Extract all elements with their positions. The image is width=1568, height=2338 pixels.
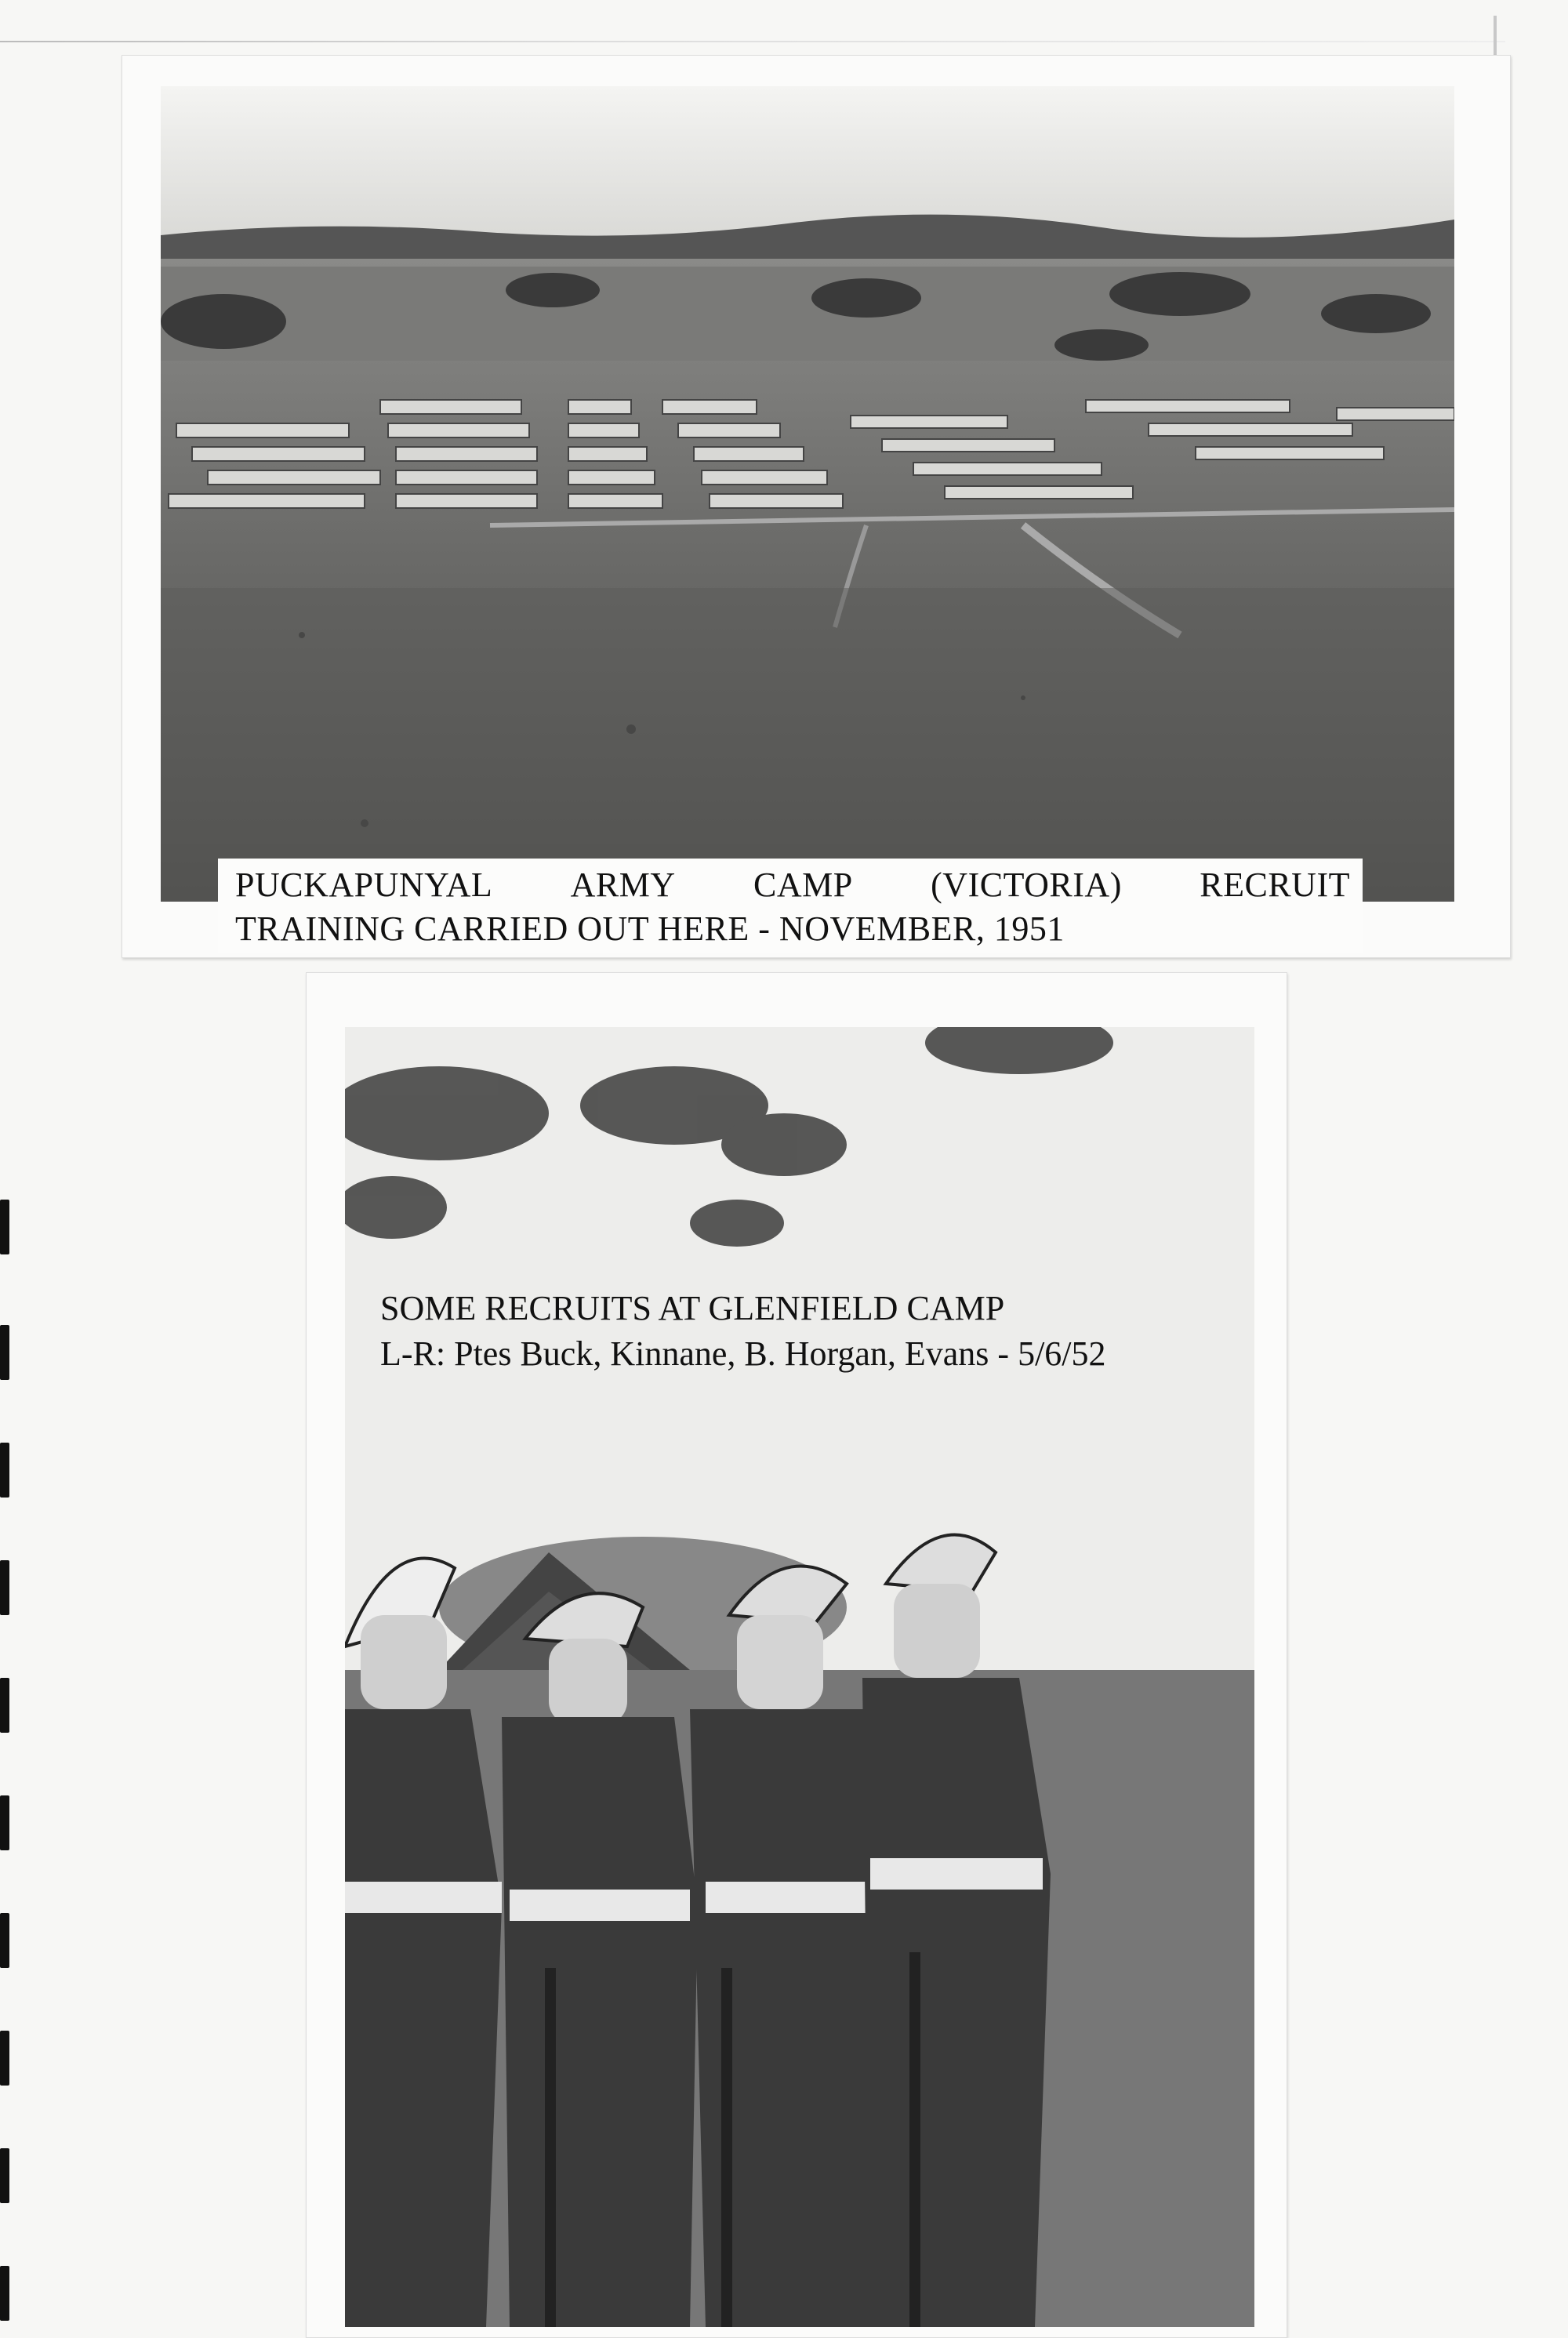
caption-line-2: TRAINING CARRIED OUT HERE - NOVEMBER, 1951 (235, 909, 1065, 948)
caption-line-1: SOME RECRUITS AT GLENFIELD CAMP (380, 1289, 1005, 1327)
camp-photo-caption (218, 859, 1363, 953)
recruits-photo (345, 1027, 1254, 2327)
binding-holes (0, 1176, 11, 2321)
camp-aerial-photo (161, 86, 1454, 902)
caption-line-2: L-R: Ptes Buck, Kinnane, B. Horgan, Evans - 5/6/52 (380, 1334, 1106, 1373)
page-edge (0, 41, 1505, 42)
recruits-photo-caption (380, 1286, 1243, 1388)
caption-line-1: PUCKAPUNYAL ARMY CAMP (VICTORIA) RECRUIT (235, 866, 1350, 904)
